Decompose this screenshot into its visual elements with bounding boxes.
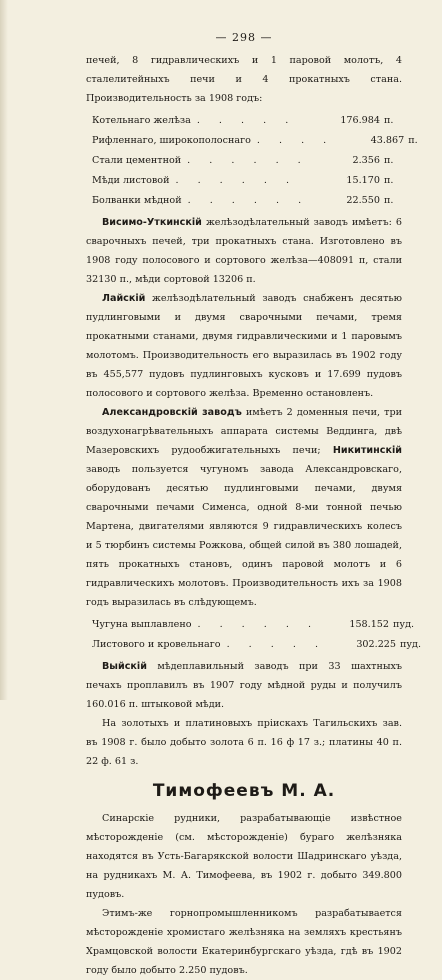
aleksandrovsky-paragraph: Александровскій заводъ имѣетъ 2 доменныя печи, три воздухонагрѣвательныхъ аппарата системы Веддинга, двѣ Мазеровскихъ рудообжигательныхъ печи; Никитинскій заводъ пользуется чугуномъ завода Александровскаго, оборудованъ десятью пудлинговыми печами, двумя сварочными печами Сименса, одной 8-ми тонной печью Мартена, двигателями являются 9 гидравлическихъ колесъ и 5 тюрбинъ системы Рожкова, общей силой въ 380 лошадей, пять прокатныхъ становъ, одинъ паровой молотъ и 6 гидравлическихъ молотовъ. Производительность ихъ за 1908 годъ выразилась въ слѣдующемъ. [86,407,402,608]
plant-name: Никитинскій [332,445,402,456]
production-row: Мѣди листовой . . . . . . 15.170 п. [92,175,394,186]
vyisky-paragraph: Выйскій мѣдеплавильный заводъ при 33 шахтныхъ печахъ проплавилъ въ 1907 году мѣдной руды и получилъ 160.016 п. штыковой мѣди. [86,661,402,710]
visimo-paragraph: Висимо-Уткинскій желѣзодѣлательный заводъ имѣетъ: 6 сварочныхъ печей, три прокатныхъ стана. Изготовлено въ 1908 году полосового и сортового желѣза—408091 п, стали 32130 п., мѣди сортовой 13206 п. [86,217,402,285]
sinarsky-paragraph: Синарскіе рудники, разрабатывающіе извѣстное мѣсторожденіе (см. мѣсторожденіе) бураго желѣзняка находятся въ Усть-Багарякской волости Шадринскаго уѣзда, на рудникахъ М. А. Тимофеева, въ 1902 г. добыто 349.800 пудовъ. [86,813,402,900]
production-row: Болванки мѣдной . . . . . . 22.550 п. [92,195,394,206]
intro-paragraph: печей, 8 гидравлическихъ и 1 паровой молотъ, 4 сталелитейныхъ печи и 4 прокатныхъ стана. Производительность за 1908 годъ: [86,55,402,104]
production-row: Котельнаго желѣза . . . . . 176.984 п. [92,115,394,126]
production-table-1908-b [86,615,422,655]
plant-name: Лайскій [102,293,146,304]
plant-name: Выйскій [102,661,147,672]
chromite-paragraph: Этимъ-же горнопромышленникомъ разрабатывается мѣсторожденіе хромистаго желѣзняка на земляхъ крестьянъ Храмцовской волости Екатеринбургскаго уѣзда, гдѣ въ 1902 году было добыто 2.250 пудовъ. [86,908,402,976]
production-row: Чугуна выплавлено . . . . . . 158.152 пуд. [92,619,415,630]
laisky-paragraph: Лайскій желѣзодѣлательный заводъ снабженъ десятью пудлинговыми и двумя сварочными печами, тремя прокатными станами, двумя гидравлическими и 1 паровымъ молотомъ. Производительность его выразилась въ 1902 году въ 455,577 пудовъ пудлинговыхъ кусковъ и 17.699 пудовъ полосового и сортового желѣза. Временно остановленъ. [86,293,402,399]
page-number: — 298 — [215,31,273,44]
plant-name: Александровскій заводъ [102,407,242,418]
production-row: Стали цементной . . . . . . 2.356 п. [92,155,394,166]
section-heading: Тимофеевъ М. А. [152,781,336,801]
plant-name: Висимо-Уткинскій [102,217,202,228]
production-row: Листового и кровельнаго . . . . . 302.225 пуд. [92,639,422,650]
production-row: Рифленнаго, широкополоснаго . . . . 43.867 п. [92,135,418,146]
gold-paragraph: На золотыхъ и платиновыхъ пріискахъ Тагильскихъ зав. въ 1908 г. было добыто золота 6 п. 16 ф 17 з.; платины 40 п. 22 ф. 61 з. [86,718,402,767]
production-table-1908 [86,111,418,211]
